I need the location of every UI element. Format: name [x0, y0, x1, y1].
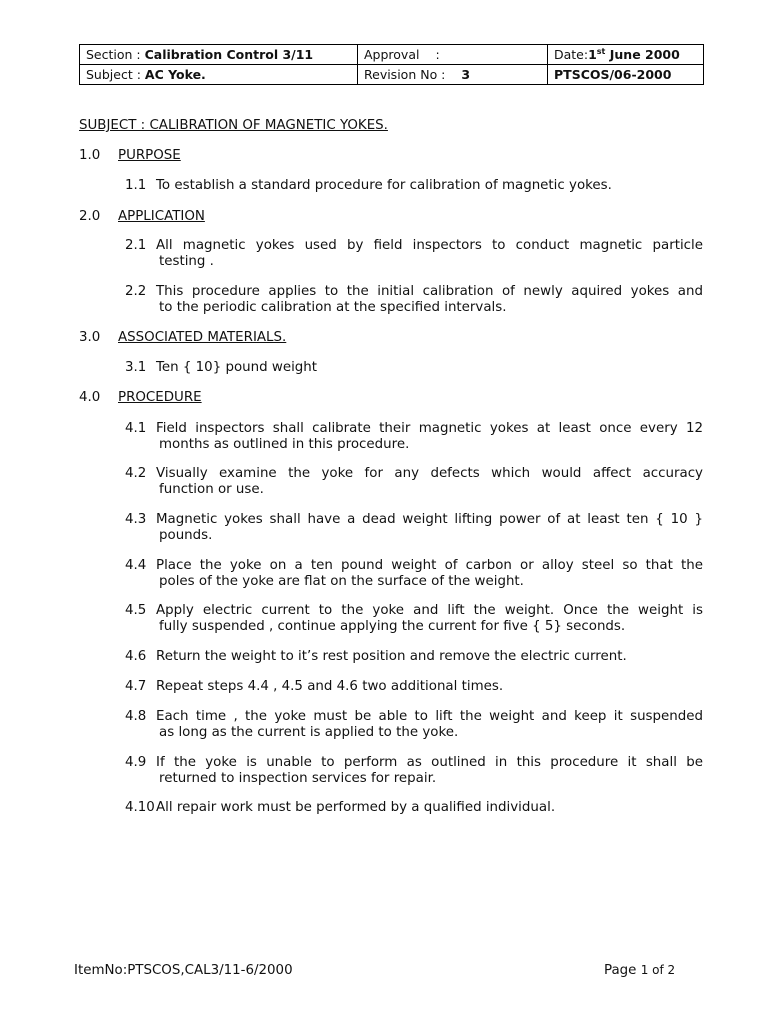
item-number: 4.8: [125, 709, 147, 724]
item-text-continued: poles of the yoke are flat on the surface of the weight.: [159, 574, 524, 589]
item-number: 4.10: [125, 800, 155, 815]
list-item: [125, 679, 703, 695]
doc-code: PTSCOS/06-2000: [554, 67, 672, 82]
item-text-continued: returned to inspection services for repair.: [159, 771, 437, 786]
item-number: 4.3: [125, 512, 147, 527]
section-value: Calibration Control 3/11: [144, 47, 314, 62]
header-row-1: [80, 45, 704, 65]
section-4-number: 4.0: [79, 390, 101, 405]
item-number: 4.5: [125, 603, 147, 618]
section-2-number: 2.0: [79, 209, 101, 224]
item-text-continued: testing .: [159, 254, 214, 269]
list-item: [125, 466, 703, 498]
list-item: [125, 512, 703, 544]
item-text: Apply electric current to the yoke and lift the weight. Once the weight is: [156, 603, 703, 618]
item-number: 3.1: [125, 360, 147, 375]
item-text: All repair work must be performed by a qualified individual.: [156, 800, 556, 815]
item-text: Visually examine the yoke for any defects which would affect accuracy: [156, 466, 703, 481]
item-text: Field inspectors shall calibrate their magnetic yokes at least once every 12: [156, 421, 703, 436]
item-text-continued: to the periodic calibration at the specified intervals.: [159, 300, 507, 315]
list-item: [125, 178, 703, 194]
item-text: This procedure applies to the initial calibration of newly aquired yokes and: [156, 284, 703, 299]
date-cell: [548, 45, 704, 65]
list-item: [125, 238, 703, 270]
section-cell: [80, 45, 358, 65]
item-text: Return the weight to it’s rest position and remove the electric current.: [156, 649, 627, 664]
page-label: Page: [604, 963, 637, 978]
list-item: [125, 558, 703, 590]
list-item: [125, 800, 703, 816]
item-text: Each time , the yoke must be able to lift the weight and keep it suspended: [156, 709, 703, 724]
approval-label: Approval: [364, 47, 420, 62]
item-text: To establish a standard procedure for calibration of magnetic yokes.: [156, 178, 612, 193]
item-text: All magnetic yokes used by field inspectors to conduct magnetic particle: [156, 238, 703, 253]
doc-code-cell: [548, 65, 704, 85]
revision-label: Revision No :: [364, 67, 446, 82]
list-item: [125, 284, 703, 316]
list-item: [125, 649, 703, 665]
footer-item-number: ItemNo:PTSCOS,CAL3/11-6/2000: [74, 963, 293, 978]
approval-cell: [358, 45, 548, 65]
item-text: Place the yoke on a ten pound weight of carbon or alloy steel so that the: [156, 558, 703, 573]
section-3-title: ASSOCIATED MATERIALS.: [118, 330, 287, 345]
section-3-number: 3.0: [79, 330, 101, 345]
item-number: 2.1: [125, 238, 147, 253]
item-text-continued: pounds.: [159, 528, 213, 543]
section-label: Section :: [86, 47, 141, 62]
section-1-number: 1.0: [79, 148, 101, 163]
subject-value: AC Yoke.: [144, 67, 206, 82]
list-item: [125, 755, 703, 787]
approval-colon: :: [435, 47, 440, 62]
item-text-continued: function or use.: [159, 482, 264, 497]
section-2-title: APPLICATION: [118, 209, 205, 224]
subject-label: Subject :: [86, 67, 141, 82]
date-rest: June 2000: [605, 47, 680, 63]
item-text: Repeat steps 4.4 , 4.5 and 4.6 two additional times.: [156, 679, 504, 694]
item-text: Magnetic yokes shall have a dead weight lifting power of at least ten { 10 }: [156, 512, 703, 527]
date-day: 1: [588, 47, 597, 63]
page-of: 1 of 2: [640, 963, 676, 977]
footer-page-number: [604, 963, 675, 978]
item-text-continued: fully suspended , continue applying the current for five { 5} seconds.: [159, 619, 626, 634]
item-number: 1.1: [125, 178, 147, 193]
item-number: 4.6: [125, 649, 147, 664]
item-number: 4.9: [125, 755, 147, 770]
item-text-continued: months as outlined in this procedure.: [159, 437, 410, 452]
item-number: 4.1: [125, 421, 147, 436]
date-label: Date:: [554, 47, 589, 63]
list-item: [125, 709, 703, 741]
list-item: [125, 421, 703, 453]
item-text-continued: as long as the current is applied to the yoke.: [159, 725, 459, 740]
item-number: 2.2: [125, 284, 147, 299]
item-text: Ten { 10} pound weight: [156, 360, 318, 375]
item-number: 4.2: [125, 466, 147, 481]
section-1-title: PURPOSE: [118, 148, 181, 163]
item-text: If the yoke is unable to perform as outlined in this procedure it shall be: [156, 755, 703, 770]
header-row-2: [80, 65, 704, 85]
date-suffix: st: [596, 46, 606, 56]
document-header-table: [79, 44, 704, 85]
subject-cell: [80, 65, 358, 85]
revision-value: 3: [461, 67, 471, 82]
section-4-title: PROCEDURE: [118, 390, 202, 405]
list-item: [125, 603, 703, 635]
item-number: 4.7: [125, 679, 147, 694]
revision-cell: [358, 65, 548, 85]
document-title: SUBJECT : CALIBRATION OF MAGNETIC YOKES.: [79, 118, 388, 133]
item-number: 4.4: [125, 558, 147, 573]
list-item: [125, 360, 703, 376]
